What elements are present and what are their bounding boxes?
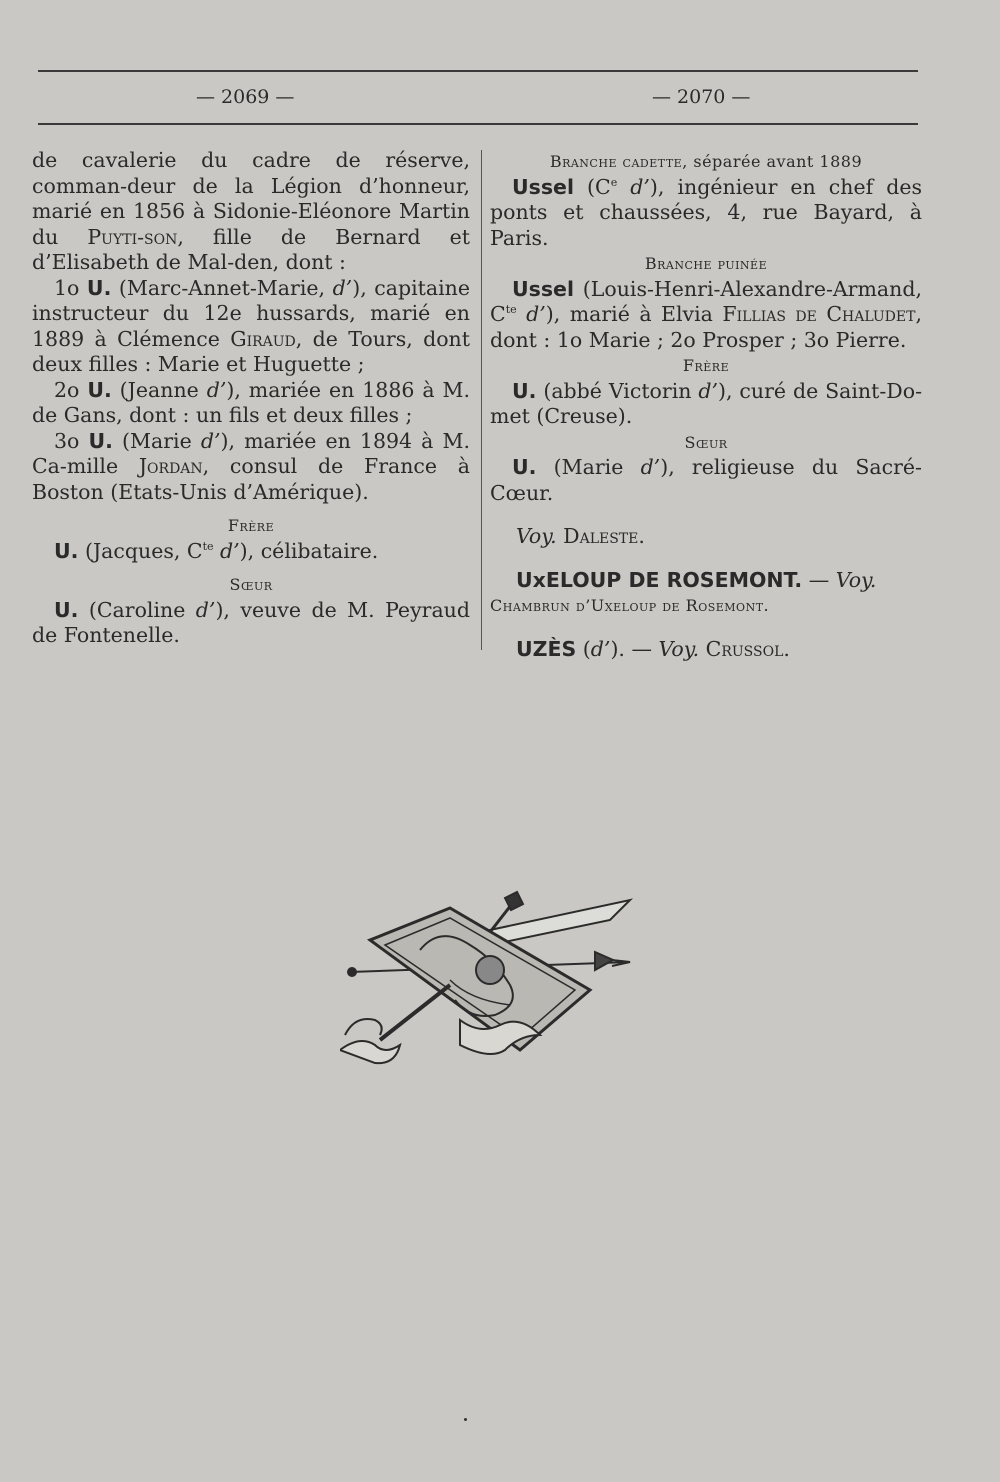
right-column (490, 148, 922, 662)
left-soeur-heading: Sœur (229, 575, 273, 594)
voy-daleste: Voy. Daleste. (516, 524, 645, 548)
header-rule (38, 123, 918, 125)
right-soeur-entry: U. (Marie d’), religieuse du Sacré-Cœur. (490, 455, 922, 505)
left-frere-heading: Frère (227, 516, 275, 535)
child-entry-3: 3o U. (Marie d’), mariée en 1894 à M. Ca-mille Jordan, consul de France à Boston (Etats-Unis d’Amérique). (32, 428, 470, 504)
left-intro-paragraph: de cavalerie du cadre de réserve, comman-deur de la Légion d’honneur, marié en 1856 à Sidonie-Eléonore Martin du Puyti-son, fille de Bernard et d’Elisabeth de Mal-den, dont : (32, 148, 470, 274)
column-divider (481, 150, 482, 650)
right-frere-entry: U. (abbé Victorin d’), curé de Saint-Do-met (Creuse). (490, 378, 922, 428)
heraldic-vignette-illustration (340, 890, 640, 1080)
branche-puinee-heading: Branche puinée (644, 254, 768, 273)
left-soeur-entry: U. (Caroline d’), veuve de M. Peyraud de Fontenelle. (32, 597, 470, 647)
ussel-entry-2: Ussel (Louis-Henri-Alexandre-Armand, $C^{te}$ d’), marié à Elvia Fillias de Chaludet, dont : 1o Marie ; 2o Prosper ; 3o Pierre. (490, 276, 922, 352)
uzes-entry: UZÈS (d’). — Voy. Crussol. (516, 636, 790, 661)
page-number-left: — 2069 — (196, 86, 295, 108)
right-frere-heading: Frère (682, 356, 730, 375)
axe-head-icon (595, 952, 613, 970)
child-entry-1: 1o U. (Marc-Annet-Marie, d’), capitaine instructeur du 12e hussards, marié en 1889 à Clémence Giraud, de Tours, dont deux filles : Marie et Huguette ; (32, 275, 470, 376)
branche-cadette-heading: Branche cadette, séparée avant 1889 (549, 152, 863, 171)
uxeloup-entry: UxELOUP DE ROSEMONT. — Voy. (516, 567, 877, 592)
child-entry-2: 2o U. (Jeanne d’), mariée en 1886 à M. de Gans, dont : un fils et deux filles ; (32, 377, 470, 427)
page-speck (464, 1418, 467, 1421)
top-rule (38, 70, 918, 72)
right-soeur-heading: Sœur (684, 432, 728, 452)
ribbon-icon (460, 1020, 540, 1054)
left-frere-entry: U. (Jacques, $C^{te}$ d’), célibataire. (54, 538, 379, 563)
ussel-entry-1: Ussel (Ce d’), ingénieur en chef des ponts et chaussées, 4, rue Bayard, à Paris. (490, 174, 923, 250)
uxeloup-reference: Chambrun d’Uxeloup de Rosemont. (490, 596, 770, 615)
banner-icon (340, 1041, 400, 1063)
page-number-right: — 2070 — (652, 86, 751, 108)
left-column (32, 148, 470, 649)
